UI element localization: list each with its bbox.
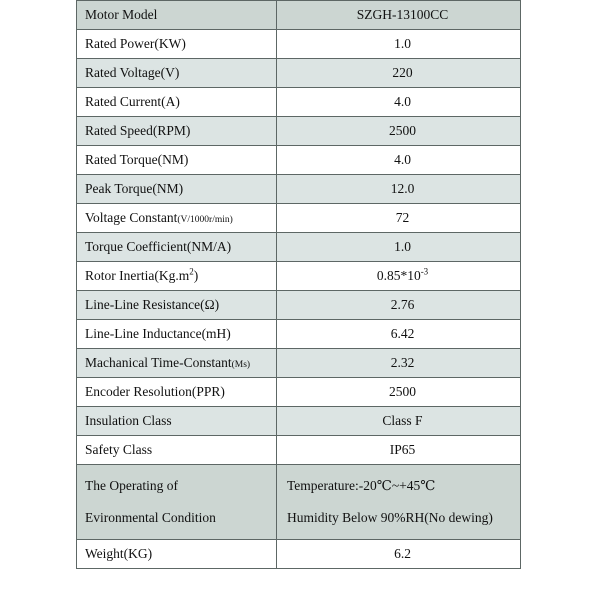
row-label-insulation-class: Insulation Class	[77, 407, 277, 436]
table-row	[77, 349, 521, 378]
table-row-operating-conditions	[77, 465, 521, 540]
row-value-voltage-constant: 72	[277, 204, 521, 233]
row-label-rated-voltage: Rated Voltage(V)	[77, 59, 277, 88]
row-value-operating-conditions	[277, 465, 521, 540]
table-body	[77, 1, 521, 569]
row-label-rated-torque: Rated Torque(NM)	[77, 146, 277, 175]
row-value-rated-voltage: 220	[277, 59, 521, 88]
row-value-line-inductance: 6.42	[277, 320, 521, 349]
row-label-mechanical-time-constant	[77, 349, 277, 378]
label-text-tail: )	[193, 268, 199, 284]
row-value-mechanical-time-constant: 2.32	[277, 349, 521, 378]
label-text: Voltage Constant	[85, 210, 178, 226]
row-label-weight: Weight(KG)	[77, 540, 277, 569]
row-value-insulation-class: Class F	[277, 407, 521, 436]
row-value-rated-speed: 2500	[277, 117, 521, 146]
value-superscript: -3	[420, 266, 429, 277]
row-label-safety-class: Safety Class	[77, 436, 277, 465]
table-row	[77, 320, 521, 349]
row-label-voltage-constant	[77, 204, 277, 233]
row-label-rotor-inertia	[77, 262, 277, 291]
row-label-peak-torque: Peak Torque(NM)	[77, 175, 277, 204]
table-row	[77, 262, 521, 291]
row-value-safety-class: IP65	[277, 436, 521, 465]
row-label-rated-current: Rated Current(A)	[77, 88, 277, 117]
table-header-row	[77, 1, 521, 30]
label-unit: (Ms)	[231, 360, 251, 371]
row-value-encoder-resolution: 2500	[277, 378, 521, 407]
value-line-temperature: Temperature:-20℃~+45℃	[287, 478, 436, 494]
row-label-line-inductance: Line-Line Inductance(mH)	[77, 320, 277, 349]
table-row	[77, 117, 521, 146]
row-value-rated-power: 1.0	[277, 30, 521, 59]
table-row	[77, 378, 521, 407]
row-value-rotor-inertia	[277, 262, 521, 291]
table-row	[77, 436, 521, 465]
row-label-torque-coefficient: Torque Coefficient(NM/A)	[77, 233, 277, 262]
table-row	[77, 407, 521, 436]
label-line-1: The Operating of	[85, 478, 178, 494]
label-text: Machanical Time-Constant	[85, 355, 232, 371]
header-value-cell: SZGH-13100CC	[277, 1, 521, 30]
header-label-cell: Motor Model	[77, 1, 277, 30]
table-row	[77, 233, 521, 262]
row-label-line-resistance: Line-Line Resistance(Ω)	[77, 291, 277, 320]
row-value-torque-coefficient: 1.0	[277, 233, 521, 262]
row-label-rated-power: Rated Power(KW)	[77, 30, 277, 59]
row-value-peak-torque: 12.0	[277, 175, 521, 204]
row-label-rated-speed: Rated Speed(RPM)	[77, 117, 277, 146]
table-row	[77, 59, 521, 88]
table-row	[77, 291, 521, 320]
label-line-2: Evironmental Condition	[85, 510, 216, 525]
row-value-line-resistance: 2.76	[277, 291, 521, 320]
row-value-rated-torque: 4.0	[277, 146, 521, 175]
motor-specification-table	[76, 0, 521, 569]
label-unit: (V/1000r/min)	[177, 215, 233, 226]
motor-spec-table-container	[76, 0, 520, 569]
table-row	[77, 88, 521, 117]
table-row	[77, 175, 521, 204]
table-row	[77, 146, 521, 175]
table-row	[77, 30, 521, 59]
value-text: 0.85*10	[376, 268, 421, 284]
row-label-encoder-resolution: Encoder Resolution(PPR)	[77, 378, 277, 407]
row-value-weight: 6.2	[277, 540, 521, 569]
table-row	[77, 540, 521, 569]
row-label-operating-conditions	[77, 465, 277, 540]
table-row	[77, 204, 521, 233]
label-superscript: 2	[189, 266, 194, 277]
label-text: Rotor Inertia(Kg.m	[85, 268, 190, 284]
row-value-rated-current: 4.0	[277, 88, 521, 117]
value-line-humidity: Humidity Below 90%RH(No dewing)	[287, 510, 493, 525]
